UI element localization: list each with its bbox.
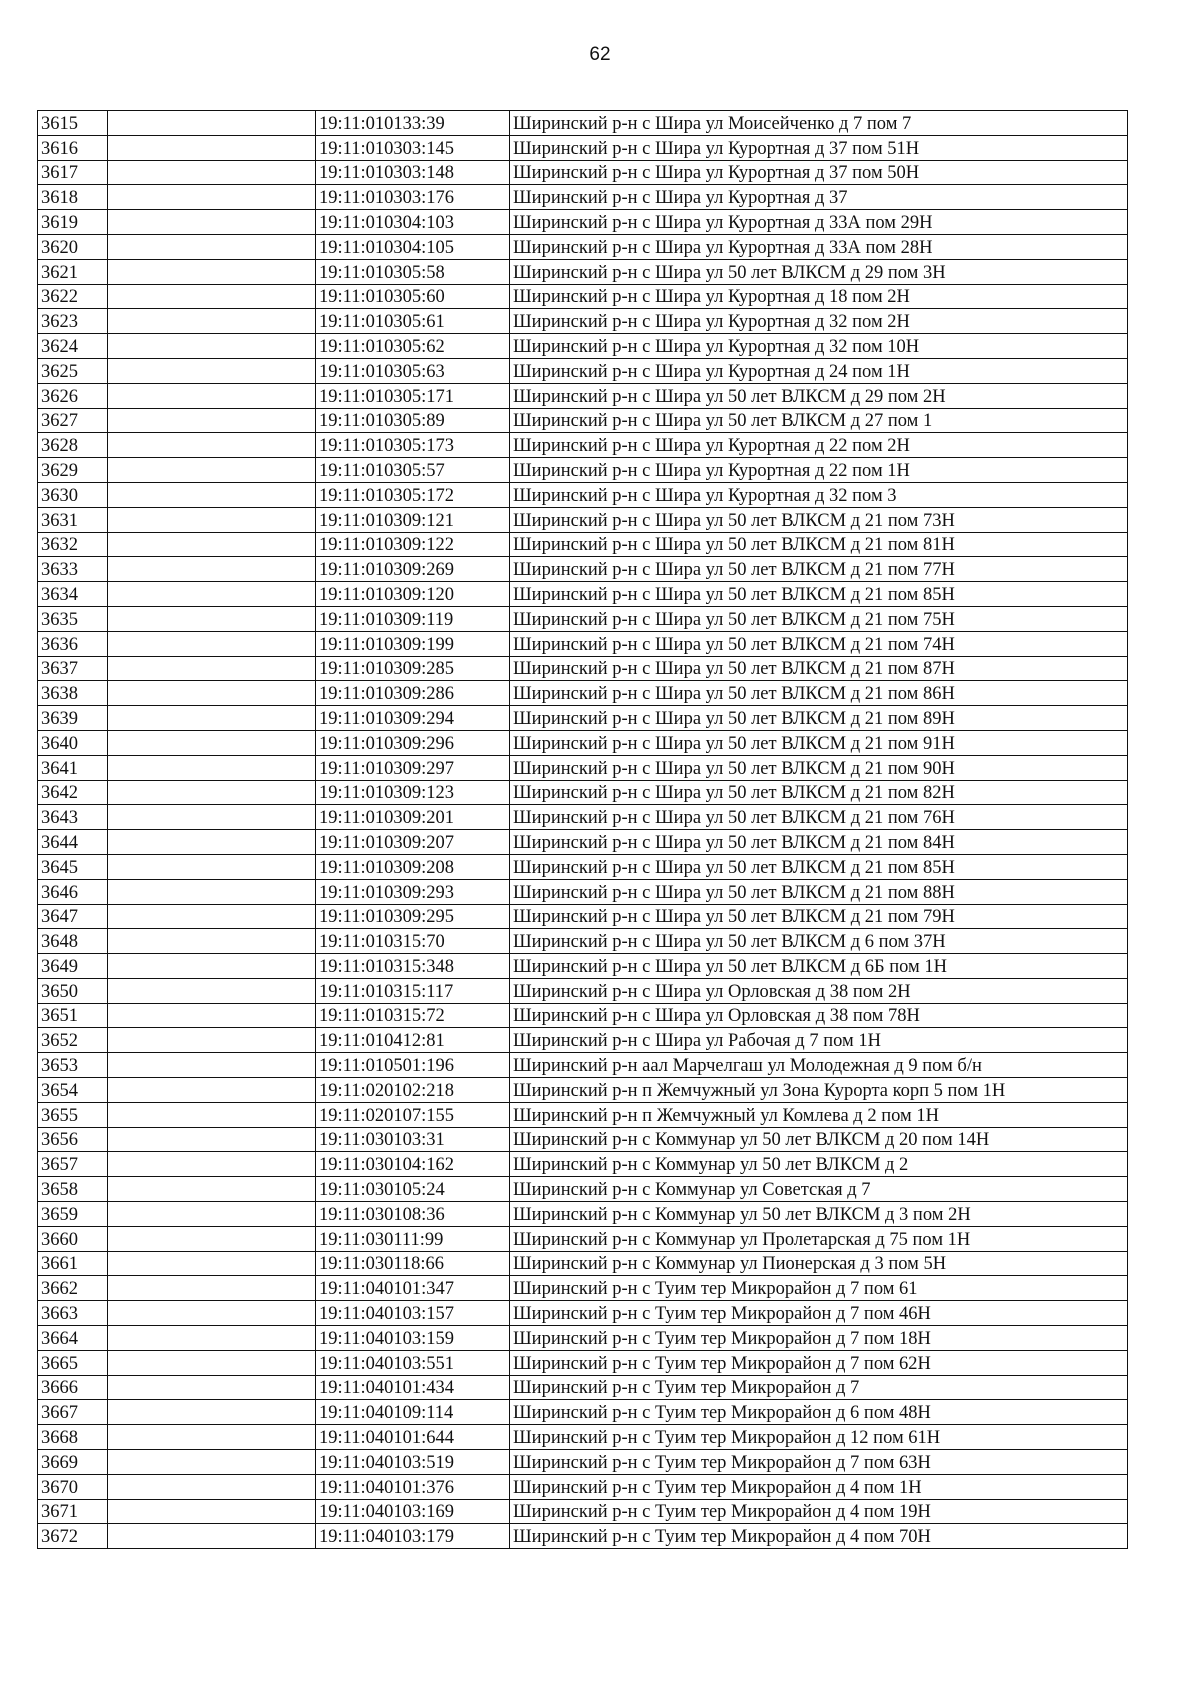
table-row [38, 1425, 1128, 1450]
table-row [38, 433, 1128, 458]
row-number-cell: 3655 [38, 1102, 108, 1127]
cadastral-number-cell: 19:11:040103:157 [316, 1301, 510, 1326]
row-number-cell: 3664 [38, 1326, 108, 1351]
empty-cell [108, 284, 316, 309]
empty-cell [108, 532, 316, 557]
row-number-cell: 3624 [38, 334, 108, 359]
empty-cell [108, 259, 316, 284]
empty-cell [108, 1524, 316, 1549]
address-cell: Ширинский р-н с Шира ул 50 лет ВЛКСМ д 21 пом 84Н [510, 830, 1128, 855]
address-cell: Ширинский р-н с Коммунар ул Пионерская д 3 пом 5Н [510, 1251, 1128, 1276]
empty-cell [108, 1375, 316, 1400]
address-cell: Ширинский р-н с Шира ул Орловская д 38 пом 78Н [510, 1003, 1128, 1028]
address-cell: Ширинский р-н с Шира ул Курортная д 22 пом 2Н [510, 433, 1128, 458]
address-cell: Ширинский р-н с Шира ул Курортная д 24 пом 1Н [510, 358, 1128, 383]
empty-cell [108, 408, 316, 433]
table-row [38, 259, 1128, 284]
cadastral-number-cell: 19:11:020107:155 [316, 1102, 510, 1127]
empty-cell [108, 135, 316, 160]
table-row [38, 532, 1128, 557]
empty-cell [108, 1301, 316, 1326]
table-row [38, 358, 1128, 383]
cadastral-number-cell: 19:11:030111:99 [316, 1226, 510, 1251]
table-row [38, 830, 1128, 855]
cadastral-number-cell: 19:11:010309:201 [316, 805, 510, 830]
row-number-cell: 3625 [38, 358, 108, 383]
table-row [38, 755, 1128, 780]
empty-cell [108, 1450, 316, 1475]
address-cell: Ширинский р-н с Туим тер Микрорайон д 7 [510, 1375, 1128, 1400]
cadastral-number-cell: 19:11:010305:60 [316, 284, 510, 309]
empty-cell [108, 1053, 316, 1078]
table-row [38, 1524, 1128, 1549]
empty-cell [108, 358, 316, 383]
empty-cell [108, 1350, 316, 1375]
cadastral-number-cell: 19:11:010315:348 [316, 954, 510, 979]
cadastral-number-cell: 19:11:010309:286 [316, 681, 510, 706]
table-row [38, 805, 1128, 830]
empty-cell [108, 160, 316, 185]
table-row [38, 1102, 1128, 1127]
row-number-cell: 3633 [38, 557, 108, 582]
table-row [38, 408, 1128, 433]
table-row [38, 1226, 1128, 1251]
row-number-cell: 3657 [38, 1152, 108, 1177]
empty-cell [108, 681, 316, 706]
cadastral-number-cell: 19:11:010309:269 [316, 557, 510, 582]
cadastral-number-cell: 19:11:010309:120 [316, 582, 510, 607]
cadastral-number-cell: 19:11:030103:31 [316, 1127, 510, 1152]
table-row [38, 185, 1128, 210]
address-cell: Ширинский р-н с Шира ул 50 лет ВЛКСМ д 21 пом 76Н [510, 805, 1128, 830]
row-number-cell: 3666 [38, 1375, 108, 1400]
empty-cell [108, 780, 316, 805]
cadastral-number-cell: 19:11:010303:176 [316, 185, 510, 210]
cadastral-number-cell: 19:11:010309:121 [316, 507, 510, 532]
table-row [38, 1400, 1128, 1425]
empty-cell [108, 1078, 316, 1103]
registry-table [37, 110, 1128, 1549]
table-row [38, 730, 1128, 755]
row-number-cell: 3660 [38, 1226, 108, 1251]
row-number-cell: 3622 [38, 284, 108, 309]
table-row [38, 135, 1128, 160]
empty-cell [108, 1499, 316, 1524]
empty-cell [108, 1251, 316, 1276]
empty-cell [108, 879, 316, 904]
table-row [38, 929, 1128, 954]
cadastral-number-cell: 19:11:040103:551 [316, 1350, 510, 1375]
row-number-cell: 3618 [38, 185, 108, 210]
row-number-cell: 3623 [38, 309, 108, 334]
table-row [38, 1251, 1128, 1276]
cadastral-number-cell: 19:11:010133:39 [316, 111, 510, 136]
table-row [38, 1350, 1128, 1375]
address-cell: Ширинский р-н с Шира ул 50 лет ВЛКСМ д 29 пом 3Н [510, 259, 1128, 284]
row-number-cell: 3616 [38, 135, 108, 160]
cadastral-number-cell: 19:11:040101:644 [316, 1425, 510, 1450]
cadastral-number-cell: 19:11:040101:347 [316, 1276, 510, 1301]
cadastral-number-cell: 19:11:010305:172 [316, 482, 510, 507]
address-cell: Ширинский р-н с Туим тер Микрорайон д 7 пом 61 [510, 1276, 1128, 1301]
row-number-cell: 3615 [38, 111, 108, 136]
table-row [38, 606, 1128, 631]
address-cell: Ширинский р-н п Жемчужный ул Зона Курорта корп 5 пом 1Н [510, 1078, 1128, 1103]
address-cell: Ширинский р-н с Шира ул 50 лет ВЛКСМ д 21 пом 91Н [510, 730, 1128, 755]
empty-cell [108, 309, 316, 334]
address-cell: Ширинский р-н с Шира ул Курортная д 33А пом 29Н [510, 210, 1128, 235]
empty-cell [108, 1152, 316, 1177]
row-number-cell: 3630 [38, 482, 108, 507]
address-cell: Ширинский р-н с Шира ул Курортная д 37 [510, 185, 1128, 210]
table-row [38, 111, 1128, 136]
cadastral-number-cell: 19:11:040109:114 [316, 1400, 510, 1425]
table-row [38, 284, 1128, 309]
cadastral-number-cell: 19:11:040103:179 [316, 1524, 510, 1549]
address-cell: Ширинский р-н с Шира ул 50 лет ВЛКСМ д 21 пом 85Н [510, 854, 1128, 879]
address-cell: Ширинский р-н с Шира ул Рабочая д 7 пом 1Н [510, 1028, 1128, 1053]
cadastral-number-cell: 19:11:010309:119 [316, 606, 510, 631]
row-number-cell: 3636 [38, 631, 108, 656]
row-number-cell: 3640 [38, 730, 108, 755]
table-row [38, 482, 1128, 507]
cadastral-number-cell: 19:11:010309:208 [316, 854, 510, 879]
table-row [38, 904, 1128, 929]
empty-cell [108, 383, 316, 408]
address-cell: Ширинский р-н с Шира ул 50 лет ВЛКСМ д 29 пом 2Н [510, 383, 1128, 408]
cadastral-number-cell: 19:11:010305:89 [316, 408, 510, 433]
table-row [38, 681, 1128, 706]
address-cell: Ширинский р-н с Шира ул 50 лет ВЛКСМ д 21 пом 90Н [510, 755, 1128, 780]
cadastral-number-cell: 19:11:030104:162 [316, 1152, 510, 1177]
empty-cell [108, 433, 316, 458]
table-row [38, 631, 1128, 656]
row-number-cell: 3663 [38, 1301, 108, 1326]
empty-cell [108, 854, 316, 879]
address-cell: Ширинский р-н с Шира ул Курортная д 32 пом 2Н [510, 309, 1128, 334]
table-row [38, 582, 1128, 607]
registry-table-body [38, 111, 1128, 1549]
table-row [38, 656, 1128, 681]
empty-cell [108, 482, 316, 507]
address-cell: Ширинский р-н с Шира ул Курортная д 37 пом 50Н [510, 160, 1128, 185]
address-cell: Ширинский р-н с Туим тер Микрорайон д 4 пом 70Н [510, 1524, 1128, 1549]
table-row [38, 879, 1128, 904]
empty-cell [108, 730, 316, 755]
address-cell: Ширинский р-н с Шира ул Курортная д 37 пом 51Н [510, 135, 1128, 160]
cadastral-number-cell: 19:11:010309:297 [316, 755, 510, 780]
table-row [38, 780, 1128, 805]
address-cell: Ширинский р-н с Шира ул 50 лет ВЛКСМ д 21 пом 77Н [510, 557, 1128, 582]
table-row [38, 1301, 1128, 1326]
cadastral-number-cell: 19:11:010303:145 [316, 135, 510, 160]
cadastral-number-cell: 19:11:010309:296 [316, 730, 510, 755]
address-cell: Ширинский р-н с Туим тер Микрорайон д 4 пом 19Н [510, 1499, 1128, 1524]
table-row [38, 383, 1128, 408]
empty-cell [108, 1003, 316, 1028]
row-number-cell: 3653 [38, 1053, 108, 1078]
cadastral-number-cell: 19:11:030108:36 [316, 1202, 510, 1227]
empty-cell [108, 185, 316, 210]
table-row [38, 706, 1128, 731]
address-cell: Ширинский р-н с Шира ул Курортная д 32 пом 3 [510, 482, 1128, 507]
row-number-cell: 3667 [38, 1400, 108, 1425]
empty-cell [108, 458, 316, 483]
address-cell: Ширинский р-н с Шира ул 50 лет ВЛКСМ д 21 пом 79Н [510, 904, 1128, 929]
empty-cell [108, 606, 316, 631]
row-number-cell: 3641 [38, 755, 108, 780]
row-number-cell: 3662 [38, 1276, 108, 1301]
empty-cell [108, 234, 316, 259]
row-number-cell: 3670 [38, 1474, 108, 1499]
row-number-cell: 3652 [38, 1028, 108, 1053]
row-number-cell: 3643 [38, 805, 108, 830]
empty-cell [108, 631, 316, 656]
cadastral-number-cell: 19:11:010309:293 [316, 879, 510, 904]
row-number-cell: 3644 [38, 830, 108, 855]
row-number-cell: 3646 [38, 879, 108, 904]
address-cell: Ширинский р-н с Коммунар ул 50 лет ВЛКСМ д 2 [510, 1152, 1128, 1177]
address-cell: Ширинский р-н с Шира ул 50 лет ВЛКСМ д 21 пом 87Н [510, 656, 1128, 681]
empty-cell [108, 1474, 316, 1499]
address-cell: Ширинский р-н с Шира ул 50 лет ВЛКСМ д 21 пом 89Н [510, 706, 1128, 731]
cadastral-number-cell: 19:11:010315:70 [316, 929, 510, 954]
empty-cell [108, 334, 316, 359]
cadastral-number-cell: 19:11:010305:61 [316, 309, 510, 334]
empty-cell [108, 507, 316, 532]
cadastral-number-cell: 19:11:010309:199 [316, 631, 510, 656]
table-row [38, 1202, 1128, 1227]
row-number-cell: 3628 [38, 433, 108, 458]
address-cell: Ширинский р-н с Коммунар ул Пролетарская д 75 пом 1Н [510, 1226, 1128, 1251]
row-number-cell: 3631 [38, 507, 108, 532]
empty-cell [108, 210, 316, 235]
table-row [38, 234, 1128, 259]
cadastral-number-cell: 19:11:040103:159 [316, 1326, 510, 1351]
row-number-cell: 3620 [38, 234, 108, 259]
empty-cell [108, 1127, 316, 1152]
table-row [38, 1450, 1128, 1475]
table-row [38, 160, 1128, 185]
address-cell: Ширинский р-н с Туим тер Микрорайон д 6 пом 48Н [510, 1400, 1128, 1425]
empty-cell [108, 1202, 316, 1227]
table-row [38, 978, 1128, 1003]
address-cell: Ширинский р-н с Туим тер Микрорайон д 7 пом 62Н [510, 1350, 1128, 1375]
table-row [38, 334, 1128, 359]
row-number-cell: 3654 [38, 1078, 108, 1103]
cadastral-number-cell: 19:11:040103:169 [316, 1499, 510, 1524]
address-cell: Ширинский р-н с Шира ул Курортная д 32 пом 10Н [510, 334, 1128, 359]
row-number-cell: 3651 [38, 1003, 108, 1028]
cadastral-number-cell: 19:11:010305:173 [316, 433, 510, 458]
address-cell: Ширинский р-н с Шира ул 50 лет ВЛКСМ д 6Б пом 1Н [510, 954, 1128, 979]
row-number-cell: 3669 [38, 1450, 108, 1475]
address-cell: Ширинский р-н с Шира ул 50 лет ВЛКСМ д 6 пом 37Н [510, 929, 1128, 954]
cadastral-number-cell: 19:11:010315:117 [316, 978, 510, 1003]
empty-cell [108, 1425, 316, 1450]
empty-cell [108, 978, 316, 1003]
row-number-cell: 3637 [38, 656, 108, 681]
empty-cell [108, 929, 316, 954]
table-row [38, 458, 1128, 483]
address-cell: Ширинский р-н с Шира ул Орловская д 38 пом 2Н [510, 978, 1128, 1003]
table-row [38, 1499, 1128, 1524]
empty-cell [108, 755, 316, 780]
address-cell: Ширинский р-н с Шира ул 50 лет ВЛКСМ д 21 пом 86Н [510, 681, 1128, 706]
empty-cell [108, 1326, 316, 1351]
table-row [38, 557, 1128, 582]
cadastral-number-cell: 19:11:010304:105 [316, 234, 510, 259]
cadastral-number-cell: 19:11:020102:218 [316, 1078, 510, 1103]
row-number-cell: 3621 [38, 259, 108, 284]
empty-cell [108, 904, 316, 929]
row-number-cell: 3650 [38, 978, 108, 1003]
address-cell: Ширинский р-н с Туим тер Микрорайон д 4 пом 1Н [510, 1474, 1128, 1499]
address-cell: Ширинский р-н п Жемчужный ул Комлева д 2 пом 1Н [510, 1102, 1128, 1127]
table-row [38, 507, 1128, 532]
row-number-cell: 3619 [38, 210, 108, 235]
row-number-cell: 3627 [38, 408, 108, 433]
cadastral-number-cell: 19:11:030105:24 [316, 1177, 510, 1202]
cadastral-number-cell: 19:11:010305:63 [316, 358, 510, 383]
address-cell: Ширинский р-н с Шира ул 50 лет ВЛКСМ д 21 пом 73Н [510, 507, 1128, 532]
row-number-cell: 3661 [38, 1251, 108, 1276]
row-number-cell: 3645 [38, 854, 108, 879]
address-cell: Ширинский р-н аал Марчелгаш ул Молодежная д 9 пом б/н [510, 1053, 1128, 1078]
address-cell: Ширинский р-н с Туим тер Микрорайон д 12 пом 61Н [510, 1425, 1128, 1450]
address-cell: Ширинский р-н с Коммунар ул 50 лет ВЛКСМ д 3 пом 2Н [510, 1202, 1128, 1227]
table-row [38, 1053, 1128, 1078]
row-number-cell: 3617 [38, 160, 108, 185]
row-number-cell: 3665 [38, 1350, 108, 1375]
address-cell: Ширинский р-н с Шира ул Курортная д 33А пом 28Н [510, 234, 1128, 259]
address-cell: Ширинский р-н с Шира ул 50 лет ВЛКСМ д 27 пом 1 [510, 408, 1128, 433]
cadastral-number-cell: 19:11:040101:376 [316, 1474, 510, 1499]
empty-cell [108, 557, 316, 582]
address-cell: Ширинский р-н с Шира ул Моисейченко д 7 пом 7 [510, 111, 1128, 136]
table-row [38, 1474, 1128, 1499]
cadastral-number-cell: 19:11:010501:196 [316, 1053, 510, 1078]
empty-cell [108, 1102, 316, 1127]
row-number-cell: 3642 [38, 780, 108, 805]
row-number-cell: 3649 [38, 954, 108, 979]
cadastral-number-cell: 19:11:010309:207 [316, 830, 510, 855]
empty-cell [108, 1226, 316, 1251]
cadastral-number-cell: 19:11:010303:148 [316, 160, 510, 185]
empty-cell [108, 1177, 316, 1202]
address-cell: Ширинский р-н с Шира ул Курортная д 22 пом 1Н [510, 458, 1128, 483]
cadastral-number-cell: 19:11:010305:57 [316, 458, 510, 483]
empty-cell [108, 1028, 316, 1053]
address-cell: Ширинский р-н с Шира ул 50 лет ВЛКСМ д 21 пом 82Н [510, 780, 1128, 805]
table-row [38, 1276, 1128, 1301]
address-cell: Ширинский р-н с Шира ул 50 лет ВЛКСМ д 21 пом 88Н [510, 879, 1128, 904]
row-number-cell: 3639 [38, 706, 108, 731]
cadastral-number-cell: 19:11:010304:103 [316, 210, 510, 235]
address-cell: Ширинский р-н с Коммунар ул 50 лет ВЛКСМ д 20 пом 14Н [510, 1127, 1128, 1152]
row-number-cell: 3659 [38, 1202, 108, 1227]
cadastral-number-cell: 19:11:030118:66 [316, 1251, 510, 1276]
row-number-cell: 3648 [38, 929, 108, 954]
address-cell: Ширинский р-н с Шира ул 50 лет ВЛКСМ д 21 пом 81Н [510, 532, 1128, 557]
cadastral-number-cell: 19:11:010305:62 [316, 334, 510, 359]
table-row [38, 1127, 1128, 1152]
cadastral-number-cell: 19:11:010309:295 [316, 904, 510, 929]
table-row [38, 1375, 1128, 1400]
address-cell: Ширинский р-н с Шира ул Курортная д 18 пом 2Н [510, 284, 1128, 309]
cadastral-number-cell: 19:11:010315:72 [316, 1003, 510, 1028]
table-row [38, 1177, 1128, 1202]
empty-cell [108, 954, 316, 979]
cadastral-number-cell: 19:11:010309:285 [316, 656, 510, 681]
empty-cell [108, 582, 316, 607]
empty-cell [108, 1276, 316, 1301]
cadastral-number-cell: 19:11:010309:122 [316, 532, 510, 557]
row-number-cell: 3635 [38, 606, 108, 631]
empty-cell [108, 656, 316, 681]
cadastral-number-cell: 19:11:010309:294 [316, 706, 510, 731]
address-cell: Ширинский р-н с Шира ул 50 лет ВЛКСМ д 21 пом 85Н [510, 582, 1128, 607]
row-number-cell: 3656 [38, 1127, 108, 1152]
cadastral-number-cell: 19:11:010305:171 [316, 383, 510, 408]
cadastral-number-cell: 19:11:040101:434 [316, 1375, 510, 1400]
row-number-cell: 3632 [38, 532, 108, 557]
table-row [38, 954, 1128, 979]
table-row [38, 1003, 1128, 1028]
address-cell: Ширинский р-н с Коммунар ул Советская д 7 [510, 1177, 1128, 1202]
cadastral-number-cell: 19:11:010305:58 [316, 259, 510, 284]
cadastral-number-cell: 19:11:040103:519 [316, 1450, 510, 1475]
table-row [38, 1078, 1128, 1103]
row-number-cell: 3634 [38, 582, 108, 607]
address-cell: Ширинский р-н с Туим тер Микрорайон д 7 пом 46Н [510, 1301, 1128, 1326]
row-number-cell: 3671 [38, 1499, 108, 1524]
empty-cell [108, 805, 316, 830]
table-row [38, 1028, 1128, 1053]
row-number-cell: 3638 [38, 681, 108, 706]
row-number-cell: 3629 [38, 458, 108, 483]
address-cell: Ширинский р-н с Туим тер Микрорайон д 7 пом 63Н [510, 1450, 1128, 1475]
cadastral-number-cell: 19:11:010309:123 [316, 780, 510, 805]
row-number-cell: 3668 [38, 1425, 108, 1450]
table-row [38, 1326, 1128, 1351]
address-cell: Ширинский р-н с Шира ул 50 лет ВЛКСМ д 21 пом 75Н [510, 606, 1128, 631]
empty-cell [108, 1400, 316, 1425]
empty-cell [108, 830, 316, 855]
cadastral-number-cell: 19:11:010412:81 [316, 1028, 510, 1053]
row-number-cell: 3647 [38, 904, 108, 929]
table-row [38, 1152, 1128, 1177]
address-cell: Ширинский р-н с Шира ул 50 лет ВЛКСМ д 21 пом 74Н [510, 631, 1128, 656]
address-cell: Ширинский р-н с Туим тер Микрорайон д 7 пом 18Н [510, 1326, 1128, 1351]
empty-cell [108, 111, 316, 136]
table-row [38, 210, 1128, 235]
empty-cell [108, 706, 316, 731]
row-number-cell: 3658 [38, 1177, 108, 1202]
table-row [38, 309, 1128, 334]
page-number: 62 [589, 44, 611, 65]
row-number-cell: 3672 [38, 1524, 108, 1549]
row-number-cell: 3626 [38, 383, 108, 408]
table-row [38, 854, 1128, 879]
